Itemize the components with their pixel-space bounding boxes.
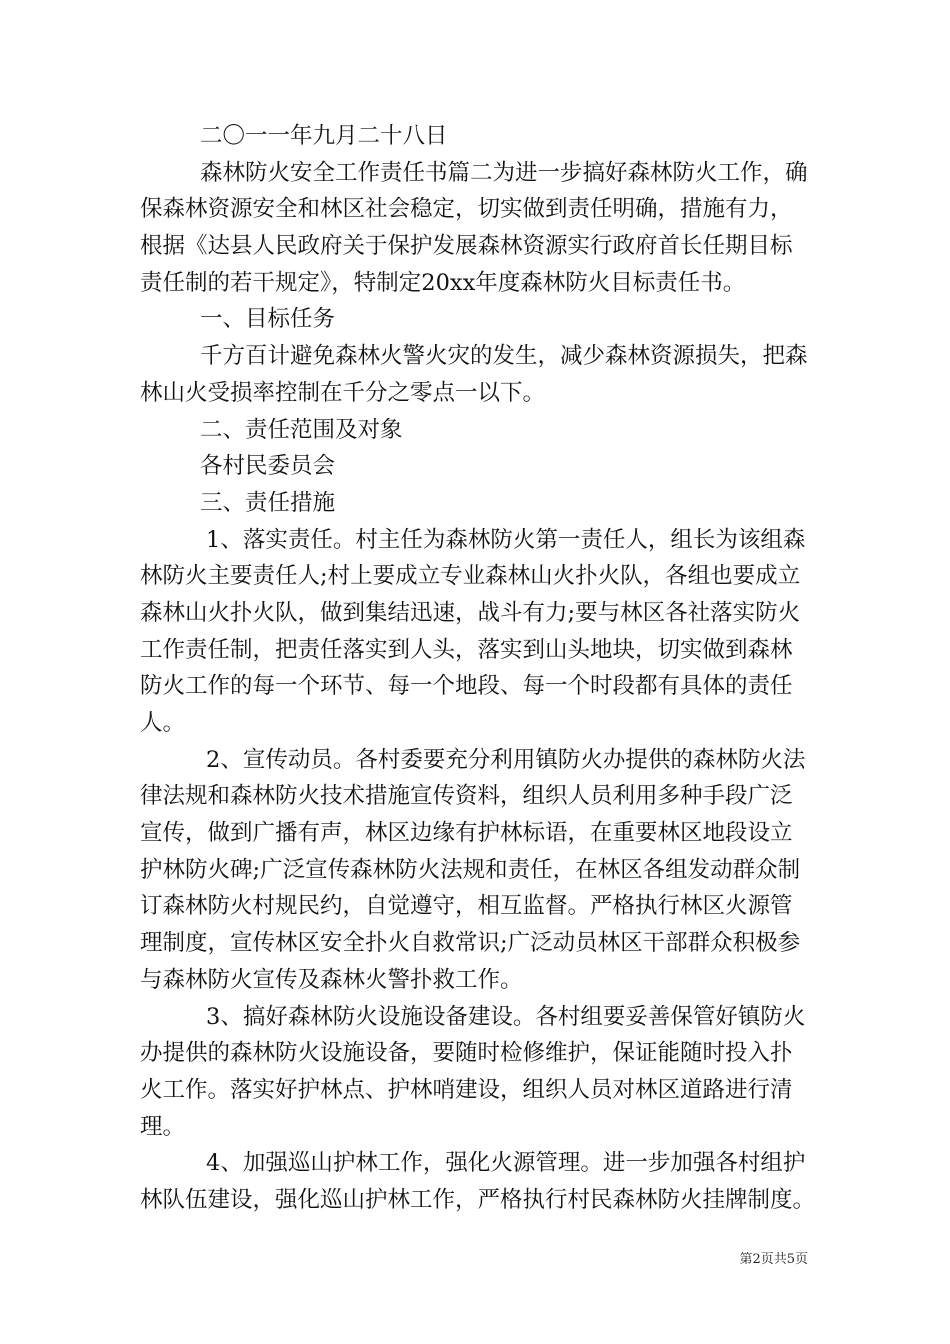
text-line: 1、落实责任。村主任为森林防火第一责任人，组长为该组森 (206, 526, 806, 553)
text-line: 森林山火扑火队，做到集结迅速，战斗有力;要与林区各社落实防火 (140, 599, 801, 626)
text-line: 护林防火碑;广泛宣传森林防火法规和责任，在林区各组发动群众制 (140, 856, 801, 883)
text-line: 根据《达县人民政府关于保护发展森林资源实行政府首长任期目标 (140, 233, 793, 260)
text-line: 责任制的若干规定》，特制定20xx年度森林防火目标责任书。 (140, 269, 746, 296)
text-line: 一、目标任务 (200, 306, 336, 333)
text-line: 宣传，做到广播有声，林区边缘有护林标语，在重要林区地段设立 (140, 820, 793, 847)
document-body (140, 118, 830, 1219)
text-line: 二〇一一年九月二十八日 (200, 123, 448, 149)
text-line: 二、责任范围及对象 (200, 416, 403, 443)
text-line: 理制度，宣传林区安全扑火自救常识;广泛动员林区干部群众积极参 (140, 930, 801, 957)
text-line: 火工作。落实好护林点、护林哨建设，组织人员对林区道路进行清 (140, 1076, 793, 1103)
text-line: 保森林资源安全和林区社会稳定，切实做到责任明确，措施有力， (140, 196, 793, 223)
text-line: 理。 (140, 1113, 186, 1140)
text-line: 工作责任制，把责任落实到人头，落实到山头地块，切实做到森林 (140, 636, 793, 663)
text-line: 三、责任措施 (200, 489, 336, 516)
text-line: 林山火受损率控制在千分之零点一以下。 (140, 379, 546, 406)
text-line: 2、宣传动员。各村委要充分利用镇防火办提供的森林防火法 (206, 746, 806, 773)
text-line: 订森林防火村规民约，自觉遵守，相互监督。严格执行林区火源管 (140, 893, 793, 920)
text-line: 千方百计避免森林火警火灾的发生，减少森林资源损失，把森 (200, 343, 808, 370)
page-number: 第2页共5页 (739, 1252, 808, 1267)
text-line: 人。 (140, 710, 186, 736)
text-line: 防火工作的每一个环节、每一个地段、每一个时段都有具体的责任 (140, 673, 793, 700)
text-line: 3、搞好森林防火设施设备建设。各村组要妥善保管好镇防火 (206, 1003, 806, 1030)
text-line: 办提供的森林防火设施设备，要随时检修维护，保证能随时投入扑 (140, 1040, 793, 1067)
text-line: 林防火主要责任人;村上要成立专业森林山火扑火队，各组也要成立 (140, 563, 801, 590)
text-line: 林队伍建设，强化巡山护林工作，严格执行村民森林防火挂牌制度。 (140, 1186, 816, 1213)
text-line: 律法规和森林防火技术措施宣传资料，组织人员利用多种手段广泛 (140, 783, 793, 810)
text-line: 4、加强巡山护林工作，强化火源管理。进一步加强各村组护 (206, 1150, 806, 1177)
text-line: 各村民委员会 (200, 453, 336, 480)
text-line: 森林防火安全工作责任书篇二为进一步搞好森林防火工作，确 (200, 159, 808, 186)
text-line: 与森林防火宣传及森林火警扑救工作。 (140, 966, 523, 993)
